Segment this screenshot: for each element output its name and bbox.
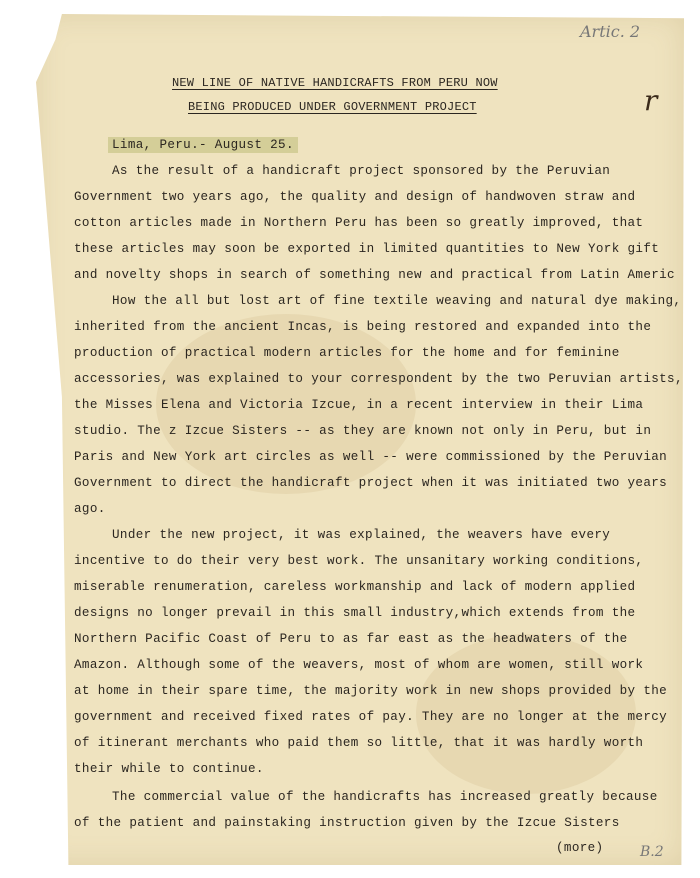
body-text-line: As the result of a handicraft project sponsored by the Peruvian [112, 164, 611, 178]
dateline-text: Lima, Peru.- August 25. [108, 137, 298, 153]
body-text-line: their while to continue. [74, 762, 264, 776]
body-text-line: the Misses Elena and Victoria Izcue, in a recent interview in their Lima [74, 398, 644, 412]
body-text-line: accessories, was explained to your correspondent by the two Peruvian artists, [74, 372, 683, 386]
body-text-line: The commercial value of the handicrafts has increased greatly because [112, 790, 658, 804]
handwritten-article-number: Artic. 2 [580, 22, 641, 41]
body-text-line: How the all but lost art of fine textile weaving and natural dye making, [112, 294, 682, 308]
body-text-line: inherited from the ancient Incas, is being restored and expanded into the [74, 320, 652, 334]
body-text-line: Government two years ago, the quality and design of handwoven straw and [74, 190, 636, 204]
body-text-line: government and received fixed rates of pay. They are no longer at the mercy [74, 710, 668, 724]
handwritten-page-number: B.2 [640, 844, 664, 860]
body-text-line: cotton articles made in Northern Peru has been so greatly improved, that [74, 216, 644, 230]
continuation-marker: (more) [556, 841, 604, 855]
body-text-line: at home in their spare time, the majority work in new shops provided by the [74, 684, 668, 698]
body-text-line: of itinerant merchants who paid them so little, that it was hardly worth [74, 736, 644, 750]
body-text-line: Paris and New York art circles as well -- were commissioned by the Peruvian [74, 450, 668, 464]
body-text-line: designs no longer prevail in this small industry,which extends from the [74, 606, 636, 620]
handwritten-margin-mark: r [644, 84, 658, 117]
body-text-line: production of practical modern articles for the home and for feminine [74, 346, 620, 360]
body-text-line: ago. [74, 502, 106, 516]
body-text-line: these articles may soon be exported in limited quantities to New York gift [74, 242, 660, 256]
body-text-line: of the patient and painstaking instruction given by the Izcue Sisters [74, 816, 620, 830]
body-text-line: miserable renumeration, careless workmanship and lack of modern applied [74, 580, 636, 594]
body-text-line: Northern Pacific Coast of Peru to as far east as the headwaters of the [74, 632, 628, 646]
body-text-line: Government to direct the handicraft project when it was initiated two years [74, 476, 668, 490]
body-text-line: and novelty shops in search of something new and practical from Latin Americ [74, 268, 675, 282]
headline-line-1: NEW LINE OF NATIVE HANDICRAFTS FROM PERU NOW [172, 76, 498, 90]
body-text-line: Amazon. Although some of the weavers, most of whom are women, still work [74, 658, 644, 672]
headline-line-2: BEING PRODUCED UNDER GOVERNMENT PROJECT [188, 100, 477, 114]
body-text-line: Under the new project, it was explained, the weavers have every [112, 528, 611, 542]
dateline [108, 138, 298, 152]
body-text-line: incentive to do their very best work. The unsanitary working conditions, [74, 554, 644, 568]
body-text-line: studio. The z Izcue Sisters -- as they are known not only in Peru, but in [74, 424, 652, 438]
